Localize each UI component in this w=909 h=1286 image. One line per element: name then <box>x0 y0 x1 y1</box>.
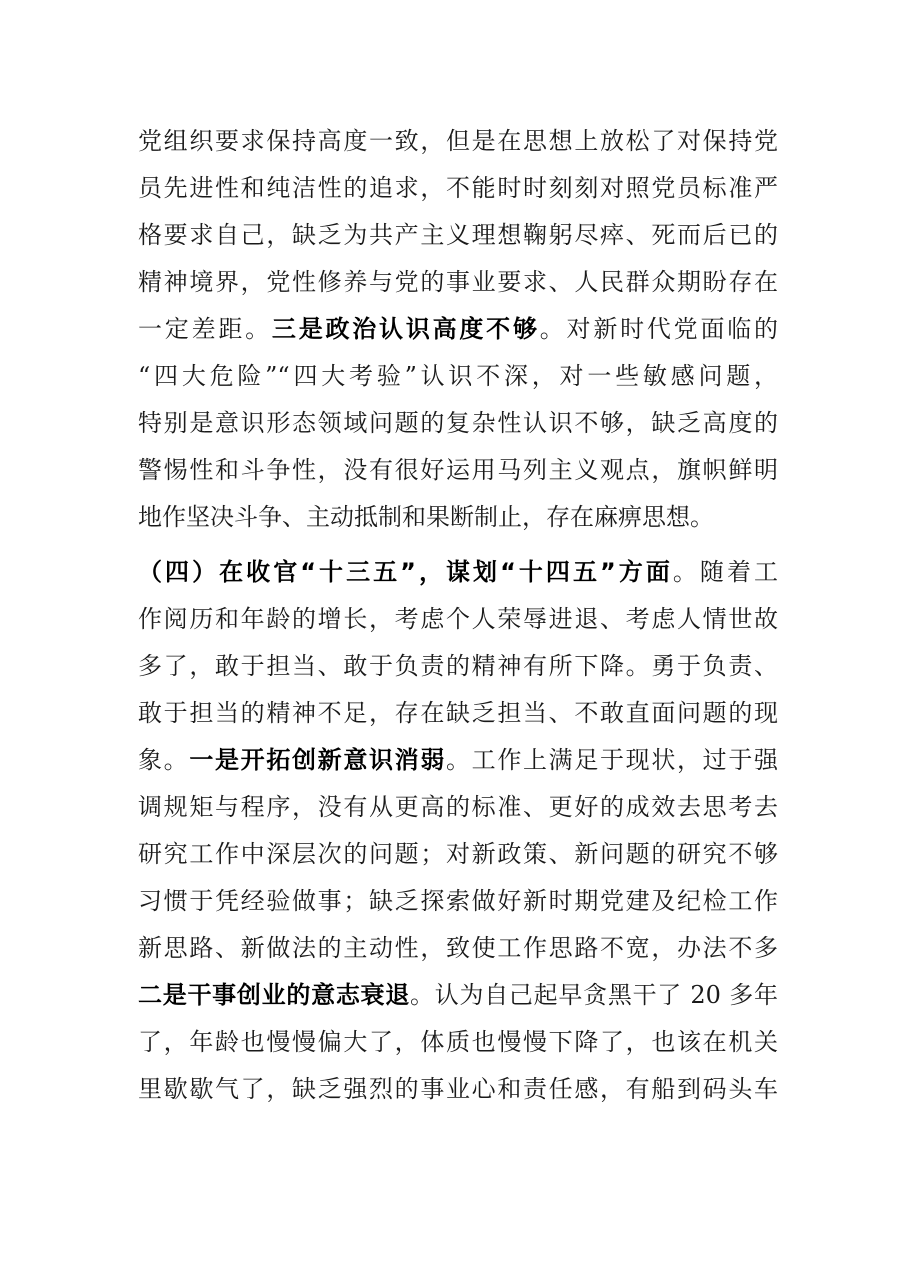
text-line <box>138 212 778 259</box>
body-text: 一定差距。 <box>138 315 272 343</box>
bold-heading-text: 二是干事创业的意志衰退 <box>138 981 411 1009</box>
text-line <box>138 118 778 165</box>
bold-heading-text: 三是政治认识高度不够 <box>271 315 540 343</box>
text-line <box>138 972 778 1019</box>
body-text: 警惕性和斗争性，没有很好运用马列主义观点，旗帜鲜明 <box>138 456 778 484</box>
body-text: 地作坚决斗争、主动抵制和果断制止，存在麻痹思想。 <box>138 503 714 531</box>
text-line <box>138 878 778 925</box>
body-text: 了，年龄也慢慢偏大了，体质也慢慢下降了，也该在机关 <box>138 1028 778 1056</box>
text-line <box>138 353 778 400</box>
body-text: 特别是意识形态领域问题的复杂性认识不够，缺乏高度的 <box>138 409 778 437</box>
text-line <box>138 1066 778 1113</box>
body-text: 党组织要求保持高度一致，但是在思想上放松了对保持党 <box>138 127 778 155</box>
body-text: “四大危险”“四大考验”认识不深，对一些敏感问题， <box>138 362 778 390</box>
body-text: 新思路、新做法的主动性，致使工作思路不宽，办法不多 <box>138 934 778 962</box>
text-line <box>138 400 778 447</box>
body-text: 。工作上满足于现状，过于强 <box>446 746 779 774</box>
text-line <box>138 737 778 784</box>
body-text: 调规矩与程序，没有从更高的标准、更好的成效去思考去 <box>138 793 778 821</box>
text-line <box>138 165 778 212</box>
text-line <box>138 494 778 541</box>
body-text: 象。 <box>138 746 190 774</box>
text-line <box>138 1019 778 1066</box>
text-line <box>138 690 778 737</box>
text-line <box>138 831 778 878</box>
body-text: 。认为自己起早贪黑干了 20 多年 <box>410 981 779 1009</box>
text-line <box>138 784 778 831</box>
body-text: 。随着工 <box>672 558 779 586</box>
text-line <box>138 596 778 643</box>
text-line <box>138 306 778 353</box>
body-text: 精神境界，党性修养与党的事业要求、人民群众期盼存在 <box>138 268 778 296</box>
body-text: 作阅历和年龄的增长，考虑个人荣辱进退、考虑人情世故 <box>138 605 778 633</box>
body-text: 多了，敢于担当、敢于负责的精神有所下降。勇于负责、 <box>138 652 778 680</box>
document-body <box>138 118 778 1113</box>
body-text: 。对新时代党面临的 <box>539 315 779 343</box>
body-text: 格要求自己，缺乏为共产主义理想鞠躬尽瘁、死而后已的 <box>138 221 778 249</box>
body-text: 习惯于凭经验做事；缺乏探索做好新时期党建及纪检工作 <box>138 887 778 915</box>
text-line <box>138 925 778 972</box>
body-text: 敢于担当的精神不足，存在缺乏担当、不敢直面问题的现 <box>138 699 778 727</box>
text-line <box>138 643 778 690</box>
body-text: 员先进性和纯洁性的追求，不能时时刻刻对照党员标准严 <box>138 174 778 202</box>
body-text: 里歇歇气了，缺乏强烈的事业心和责任感，有船到码头车 <box>138 1075 778 1103</box>
bold-heading-text: 一是开拓创新意识消弱 <box>189 746 447 774</box>
text-line <box>138 259 778 306</box>
body-text: 研究工作中深层次的问题；对新政策、新问题的研究不够 <box>138 840 778 868</box>
text-line <box>138 549 778 596</box>
bold-heading-text: （四）在收官“十三五”，谋划“十四五”方面 <box>138 558 673 586</box>
text-line <box>138 447 778 494</box>
